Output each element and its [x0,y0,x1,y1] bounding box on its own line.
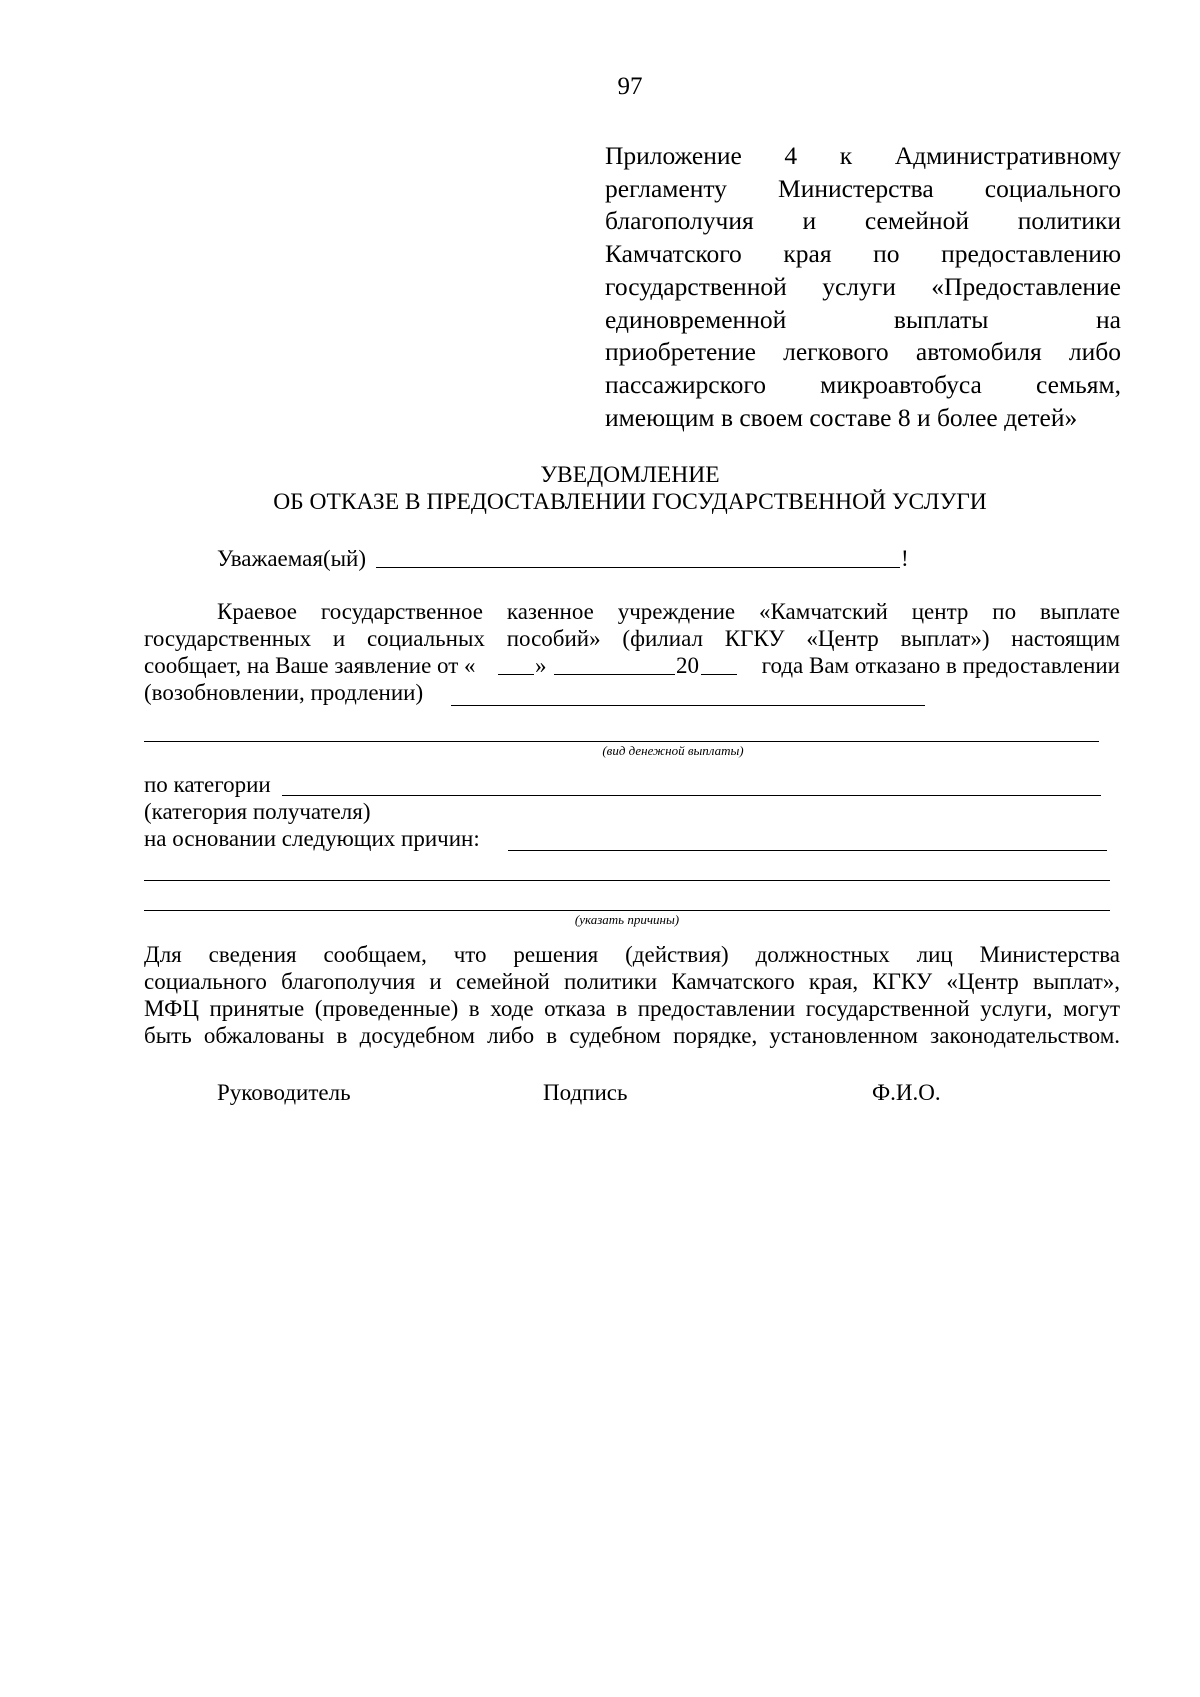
paragraph1-quote-close: » [535,653,547,678]
signature-sign-label: Подпись [543,1080,628,1105]
payment-type-line [144,741,1099,742]
paragraph1-line3-end: года Вам отказано в предоставлении [761,653,1120,678]
recipient-name-line [376,567,900,568]
paragraph1-line4: (возобновлении, продлении) [144,680,424,705]
greeting-label: Уважаемая(ый) [217,546,367,571]
page-number: 97 [617,73,643,100]
reasons-hint: (указать причины) [574,912,680,927]
year-blank [701,674,737,675]
paragraph1-line: государственных и социальных пособий» (филиал КГКУ «Центр выплат») настоящим [144,626,1120,651]
reasons-label: на основании следующих причин: [144,826,480,851]
appendix-line: приобретение легкового автомобиля либо [605,337,1121,367]
month-blank [554,674,675,675]
reasons-blank [508,850,1107,851]
appendix-line: благополучия и семейной политики [605,206,1121,236]
appendix-line: единовременной выплаты на [605,304,1121,334]
payment-type-hint: (вид денежной выплаты) [602,743,744,758]
signature-name-label: Ф.И.О. [872,1080,941,1105]
reasons-line-2 [144,880,1110,881]
appendix-line: государственной услуги «Предоставление [605,271,1121,301]
appendix-line: Камчатского края по предоставлению [605,239,1121,269]
appendix-line: Приложение 4 к Административному [605,141,1121,170]
paragraph1-line: Краевое государственное казенное учреждение «Камчатский центр по выплате [217,599,1120,624]
greeting-end: ! [901,546,909,571]
document-title: УВЕДОМЛЕНИЕ [540,462,720,488]
signature-head-label: Руководитель [217,1080,351,1105]
category-label: по категории [144,772,271,797]
paragraph2-line: МФЦ принятые (проведенные) в ходе отказа в предоставлении государственной услуги, могут [144,996,1120,1021]
paragraph1-year-prefix: 20 [676,653,699,678]
renewal-blank [451,705,925,706]
appendix-line: регламенту Министерства социального [605,173,1121,203]
appendix-line: имеющим в своем составе 8 и более детей» [605,402,1078,432]
category-blank [282,795,1101,796]
reasons-line-3 [144,910,1110,911]
appendix-note [605,140,1121,434]
paragraph1-line3-start: сообщает, на Ваше заявление от « [144,653,476,678]
paragraph2-line: Для сведения сообщаем, что решения (действия) должностных лиц Министерства [144,942,1120,967]
document-subtitle: ОБ ОТКАЗЕ В ПРЕДОСТАВЛЕНИИ ГОСУДАРСТВЕННОЙ УСЛУГИ [273,489,987,515]
paragraph2-line: социального благополучия и семейной политики Камчатского края, КГКУ «Центр выплат», [144,969,1120,994]
appendix-line: пассажирского микроавтобуса семьям, [605,369,1121,399]
day-blank [498,674,534,675]
paragraph2-line: быть обжалованы в досудебном либо в судебном порядке, установленном законодательством. [144,1023,1120,1048]
category-hint: (категория получателя) [144,799,371,824]
